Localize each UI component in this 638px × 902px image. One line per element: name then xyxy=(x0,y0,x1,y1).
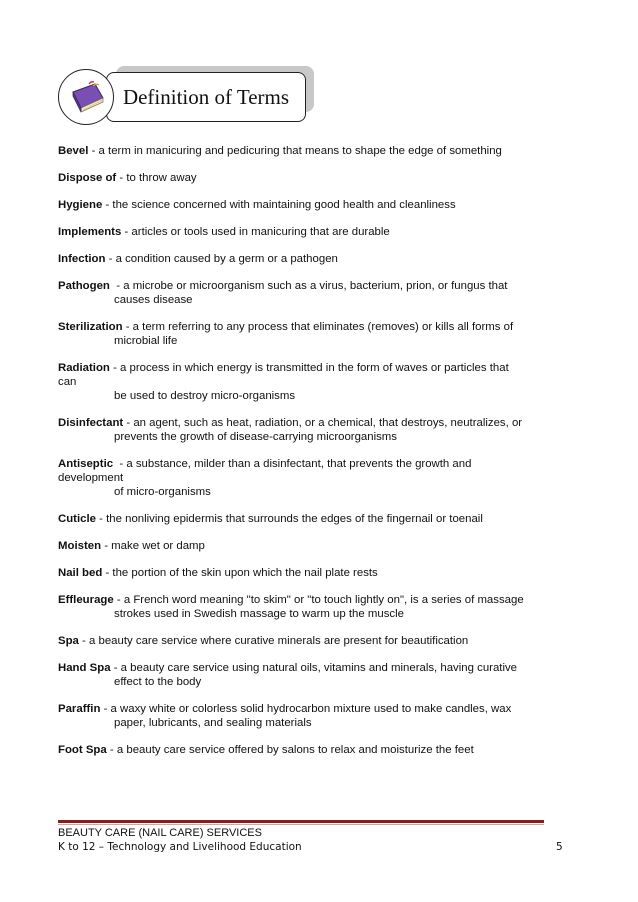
term-definition: - a term referring to any process that eliminates (removes) or kills all forms of xyxy=(122,321,514,333)
term-word: Moisten xyxy=(58,540,102,552)
term-entry xyxy=(58,252,558,266)
term-word: Sterilization xyxy=(58,321,123,333)
term-first-line xyxy=(58,320,558,334)
term-word: Disinfectant xyxy=(58,417,124,429)
footer-subtitle: K to 12 – Technology and Livelihood Education xyxy=(58,841,302,853)
term-first-line xyxy=(58,539,558,553)
term-first-line xyxy=(58,198,558,212)
term-first-line xyxy=(58,512,558,526)
term-entry xyxy=(58,416,558,444)
term-entry xyxy=(58,634,558,648)
term-word: Pathogen xyxy=(58,280,110,292)
term-word: Antiseptic xyxy=(58,458,114,470)
term-first-line xyxy=(58,593,558,607)
term-definition: - a process in which energy is transmitted in the form of waves or particles that xyxy=(109,362,509,374)
term-first-line xyxy=(58,144,558,158)
term-entry xyxy=(58,320,558,348)
term-entry xyxy=(58,198,558,212)
term-word: Spa xyxy=(58,635,79,647)
footer-title: BEAUTY CARE (NAIL CARE) SERVICES xyxy=(58,827,262,839)
term-continuation: can xyxy=(58,376,77,388)
term-word: Hand Spa xyxy=(58,662,111,674)
term-definition: - a term in manicuring and pedicuring that means to shape the edge of something xyxy=(88,145,502,157)
term-entry xyxy=(58,279,558,307)
term-first-line xyxy=(58,743,558,757)
term-word: Effleurage xyxy=(58,594,114,606)
term-continuation: strokes used in Swedish massage to warm up the muscle xyxy=(114,608,404,620)
term-continuation: effect to the body xyxy=(114,676,202,688)
term-definition: - a beauty care service offered by salons to relax and moisturize the feet xyxy=(106,744,474,756)
term-first-line xyxy=(58,171,558,185)
term-word: Bevel xyxy=(58,145,89,157)
term-first-line xyxy=(58,457,558,471)
term-entry xyxy=(58,539,558,553)
term-entry xyxy=(58,144,558,158)
term-continuation: of micro-organisms xyxy=(114,486,211,498)
term-entry xyxy=(58,743,558,757)
term-entry xyxy=(58,361,558,403)
term-first-line xyxy=(58,566,558,580)
term-definition: - a beauty care service using natural oils, vitamins and minerals, having curative xyxy=(110,662,518,674)
footer-rule-thin xyxy=(58,824,544,825)
footer-rule xyxy=(58,820,544,823)
term-definition: - an agent, such as heat, radiation, or a chemical, that destroys, neutralizes, or xyxy=(123,417,523,429)
term-definition: - a microbe or microorganism such as a virus, bacterium, prion, or fungus that xyxy=(109,280,508,292)
term-first-line xyxy=(58,225,558,239)
term-first-line xyxy=(58,661,558,675)
term-continuation: prevents the growth of disease-carrying microorganisms xyxy=(114,431,397,443)
page-number: 5 xyxy=(556,841,563,853)
term-definition: - make wet or damp xyxy=(101,540,205,552)
term-entry xyxy=(58,457,558,499)
term-entry xyxy=(58,661,558,689)
term-definition: - a substance, milder than a disinfectant, that prevents the growth and xyxy=(113,458,472,470)
page-title: Definition of Terms xyxy=(106,72,306,122)
term-definition: - articles or tools used in manicuring that are durable xyxy=(121,226,390,238)
terms-list xyxy=(58,144,558,770)
term-definition: - the science concerned with maintaining good health and cleanliness xyxy=(102,199,456,211)
term-entry xyxy=(58,593,558,621)
term-definition: - a waxy white or colorless solid hydrocarbon mixture used to make candles, wax xyxy=(100,703,512,715)
header-icon-circle xyxy=(58,69,114,125)
term-definition: - a French word meaning "to skim" or "to touch lightly on", is a series of massage xyxy=(113,594,524,606)
term-continuation: microbial life xyxy=(114,335,178,347)
term-entry xyxy=(58,225,558,239)
term-word: Infection xyxy=(58,253,106,265)
term-entry xyxy=(58,512,558,526)
term-word: Cuticle xyxy=(58,513,96,525)
term-entry xyxy=(58,566,558,580)
term-continuation: causes disease xyxy=(114,294,193,306)
term-continuation: development xyxy=(58,472,124,484)
term-first-line xyxy=(58,634,558,648)
term-first-line xyxy=(58,361,558,375)
term-word: Implements xyxy=(58,226,122,238)
term-entry xyxy=(58,702,558,730)
term-first-line xyxy=(58,279,558,293)
book-icon xyxy=(67,80,107,116)
term-first-line xyxy=(58,702,558,716)
term-definition: - the nonliving epidermis that surrounds the edges of the fingernail or toenail xyxy=(95,513,483,525)
term-definition: - a condition caused by a germ or a pathogen xyxy=(105,253,338,265)
term-first-line xyxy=(58,252,558,266)
term-word: Foot Spa xyxy=(58,744,107,756)
term-continuation: be used to destroy micro-organisms xyxy=(114,390,296,402)
term-word: Radiation xyxy=(58,362,110,374)
term-word: Hygiene xyxy=(58,199,103,211)
term-definition: - to throw away xyxy=(116,172,197,184)
term-word: Dispose of xyxy=(58,172,117,184)
term-word: Paraffin xyxy=(58,703,101,715)
term-first-line xyxy=(58,416,558,430)
term-definition: - a beauty care service where curative minerals are present for beautification xyxy=(78,635,469,647)
section-header xyxy=(58,64,320,128)
term-entry xyxy=(58,171,558,185)
term-continuation: paper, lubricants, and sealing materials xyxy=(114,717,312,729)
term-definition: - the portion of the skin upon which the nail plate rests xyxy=(102,567,378,579)
term-word: Nail bed xyxy=(58,567,103,579)
